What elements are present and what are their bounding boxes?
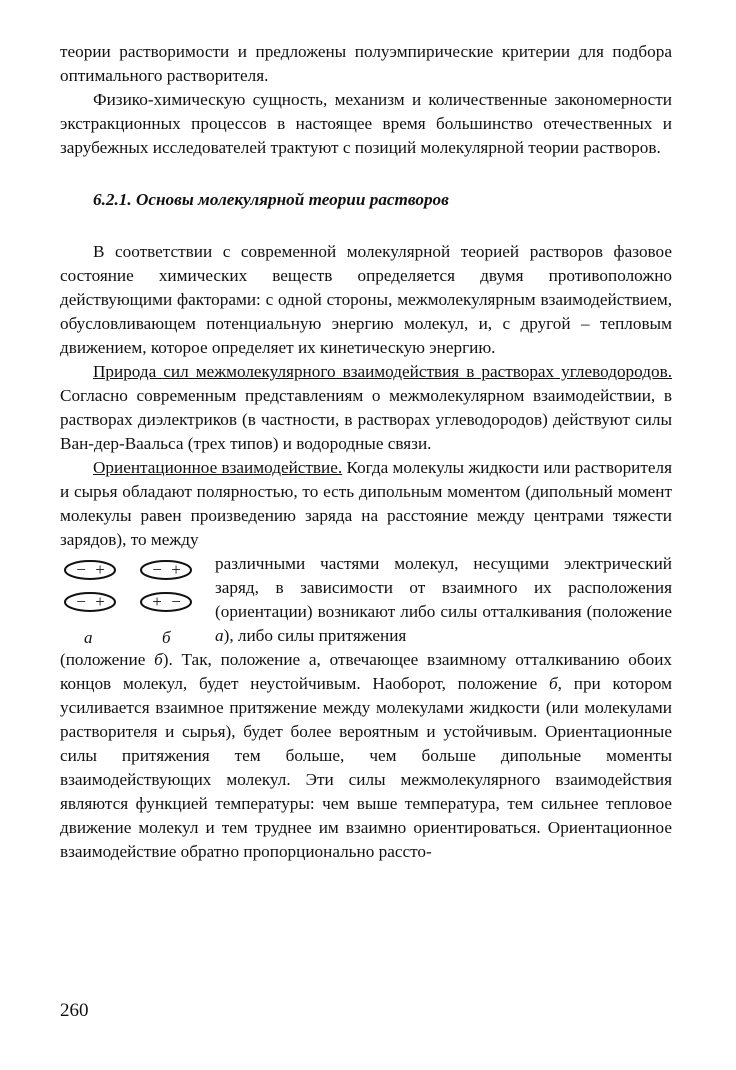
paragraph-4 (60, 360, 672, 456)
paragraph-6-mid: ). Так, положение а, отвечающее взаимному отталкиванию обоих концов молекул, будет неустойчивым. Наоборот, положение (60, 650, 672, 693)
dipole-b-top-icon (141, 561, 191, 579)
figure-row (60, 552, 672, 648)
figure-side-text-start: различными частями молекул, несущими электрический заряд, в зависимости от взаимного их расположения (ориентации) возникают либо силы отталкивания (положение (215, 554, 672, 621)
paragraph-3: В соответствии с современной молекулярной теорией растворов фазовое состояние химических веществ определяется двумя противоположно действующими факторами: с одной стороны, межмолекулярным взаимодействием, обусловливающем потенциальную энергию молекул, и, с другой – тепловым движением, которое определяет их кинетическую энергию. (60, 242, 672, 357)
dipole-b-bottom-icon (141, 593, 191, 611)
dipole-b-bottom-left: + (152, 592, 162, 611)
figure-label-a: а (84, 628, 93, 647)
page-body (60, 40, 672, 864)
dipole-a-bottom-left: − (76, 592, 86, 611)
page-number: 260 (60, 1000, 89, 1021)
paragraph-4-title: Природа сил межмолекулярного взаимодействия в растворах углеводородов. (93, 362, 672, 381)
dipole-a-bottom-icon (65, 593, 115, 611)
paragraph-1: теории растворимости и предложены полуэмпирические критерии для подбора оптимального растворителя. (60, 42, 672, 85)
section-heading: 6.2.1. Основы молекулярной теории растворов (93, 190, 449, 209)
dipole-a-top-left: − (76, 560, 86, 579)
dipole-b-top-right: + (171, 560, 181, 579)
figure-side-text-a: а (215, 626, 224, 645)
dipole-a-bottom-right: + (95, 592, 105, 611)
paragraph-6-b1: б (154, 650, 163, 669)
dipole-figure (60, 552, 215, 648)
paragraph-5-text: Когда молекулы жидкости или растворителя и сырья обладают полярностью, то есть дипольным моментом (дипольный момент молекулы равен произведению заряда на расстояние между центрами тяжести зарядов), то между (60, 458, 672, 549)
figure-side-text (215, 552, 672, 648)
dipole-diagram (60, 556, 210, 628)
paragraph-5 (60, 456, 672, 552)
paragraph-2: Физико-химическую сущность, механизм и количественные закономерности экстракционных процессов в настоящее время большинство отечественных и зарубежных исследователей трактуют с позиций молекулярной теории растворов. (60, 90, 672, 157)
paragraph-5-title: Ориентационное взаимодействие. (93, 458, 343, 477)
paragraph-6-end: при котором усиливается взаимное притяжение между молекулами жидкости (или молекулами растворителя и сырья), будет более вероятным и устойчивым. Ориентационные силы притяжения тем больше, чем больше дипольные моменты взаимодействующих молекул. Эти силы межмолекулярного взаимодействия являются функцией температуры: чем выше температура, тем сильнее тепловое движение молекул и тем труднее им взаимно ориентироваться. Ориентационное взаимодействие обратно пропорционально рассто- (60, 674, 672, 861)
dipole-a-top-icon (65, 561, 115, 579)
figure-side-text-end: ), либо силы притяжения (223, 626, 407, 645)
paragraph-6 (60, 648, 672, 864)
figure-label-b: б (162, 628, 171, 647)
paragraph-6-start: (положение (60, 650, 155, 669)
dipole-b-top-left: − (152, 560, 162, 579)
dipole-a-top-right: + (95, 560, 105, 579)
dipole-b-bottom-right: − (171, 592, 181, 611)
paragraph-4-text: Согласно современным представлениям о межмолекулярном взаимодействии, в растворах диэлектриков (в частности, в растворах углеводородов) действуют силы Ван-дер-Ваальса (трех типов) и водородные связи. (60, 386, 672, 453)
paragraph-6-b2: б, (549, 674, 562, 693)
